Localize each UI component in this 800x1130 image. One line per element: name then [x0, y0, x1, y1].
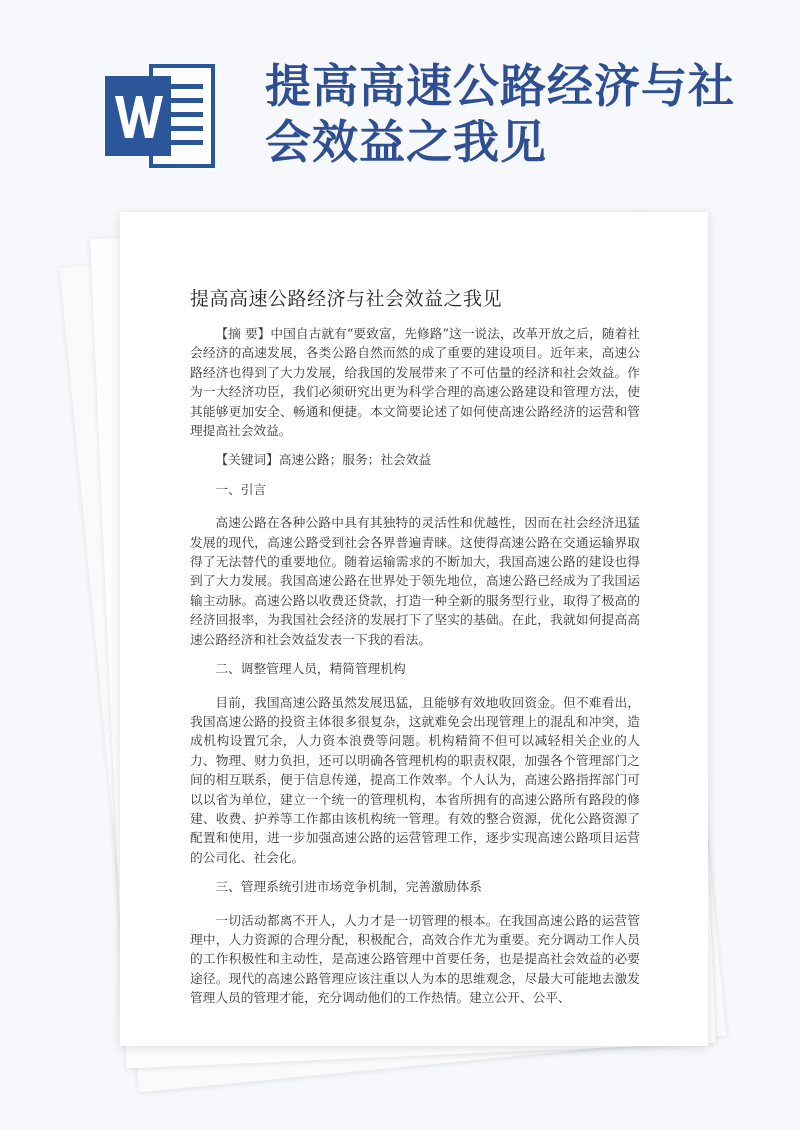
document-title: 提高高速公路经济与社会效益之我见 [190, 288, 503, 310]
word-icon [105, 62, 217, 170]
section-heading: 一、引言 [215, 481, 267, 497]
section-paragraph: 目前，我国高速公路虽然发展迅猛，且能够有效地收回资金。但不难看出，我国高速公路的投资主体很多很复杂，这就难免会出现管理上的混乱和冲突，造成机构设置冗余，人力资本浪费等问题。机构精简不但可以减轻相关企业的人力、物理、财力负担，还可以明确各管理机构的职责权限，加强各个管理部门之间的相互联系，便于信息传递，提高工作效率。个人认为，高速公路指挥部门可以以省为单位，建立一个统一的管理机构，本省所拥有的高速公路所有路段的修建、收费、护养等工作都由该机构统一管理。有效的整合资源，优化公路资源了配置和使用，进一步加强高速公路的运营管理工作，逐步实现高速公路项目运营的公司化、社会化。 [190, 694, 640, 865]
section-paragraph: 高速公路在各种公路中具有其独特的灵活性和优越性，因而在社会经济迅猛发展的现代，高速公路受到社会各界普遍青睐。这使得高速公路在交通运输界取得了无法替代的重要地位。随着运输需求的不断加大，我国高速公路的建设也得到了大力发展。我国高速公路在世界处于领先地位，高速公路已经成为了我国运输主动脉。高速公路以收费还贷款，打造一种全新的服务型行业，取得了极高的经济回报率，为我国社会经济的发展打下了坚实的基础。在此，我就如何提高高速公路经济和社会效益发表一下我的看法。 [190, 515, 640, 647]
section-paragraph: 一切活动都离不开人，人力才是一切管理的根本。在我国高速公路的运营管理中，人力资源的合理分配，积极配合，高效合作尤为重要。充分调动工作人员的工作积极性和主动性，是高速公路管理中首要任务，也是提高社会效益的必要途径。现代的高速公路管理应该注重以人为本的思维观念，尽最大可能地去激发管理人员的管理才能，充分调动他们的工作热情。建立公开、公平、 [190, 912, 640, 1006]
section-heading: 三、管理系统引进市场竞争机制，完善激励体系 [215, 879, 482, 895]
page-title: 提高高速公路经济与社会效益之我见 [265, 59, 735, 169]
document-body [190, 324, 640, 1008]
document-page [120, 212, 708, 1046]
keywords-line: 【关键词】高速公路；服务；社会效益 [215, 452, 432, 468]
section-heading: 二、调整管理人员，精简管理机构 [215, 661, 406, 677]
abstract-paragraph: 【摘 要】中国自古就有“要致富，先修路”这一说法，改革开放之后，随着社会经济的高速发展，各类公路自然而然的成了重要的建设项目。近年来，高速公路经济也得到了大力发展，给我国的发展带来了不可估量的经济和社会效益。作为一大经济功臣，我们必须研究出更为科学合理的高速公路建设和管理方法，使其能够更加安全、畅通和便捷。本文简要论述了如何使高速公路经济的运营和管理提高社会效益。 [190, 326, 640, 439]
